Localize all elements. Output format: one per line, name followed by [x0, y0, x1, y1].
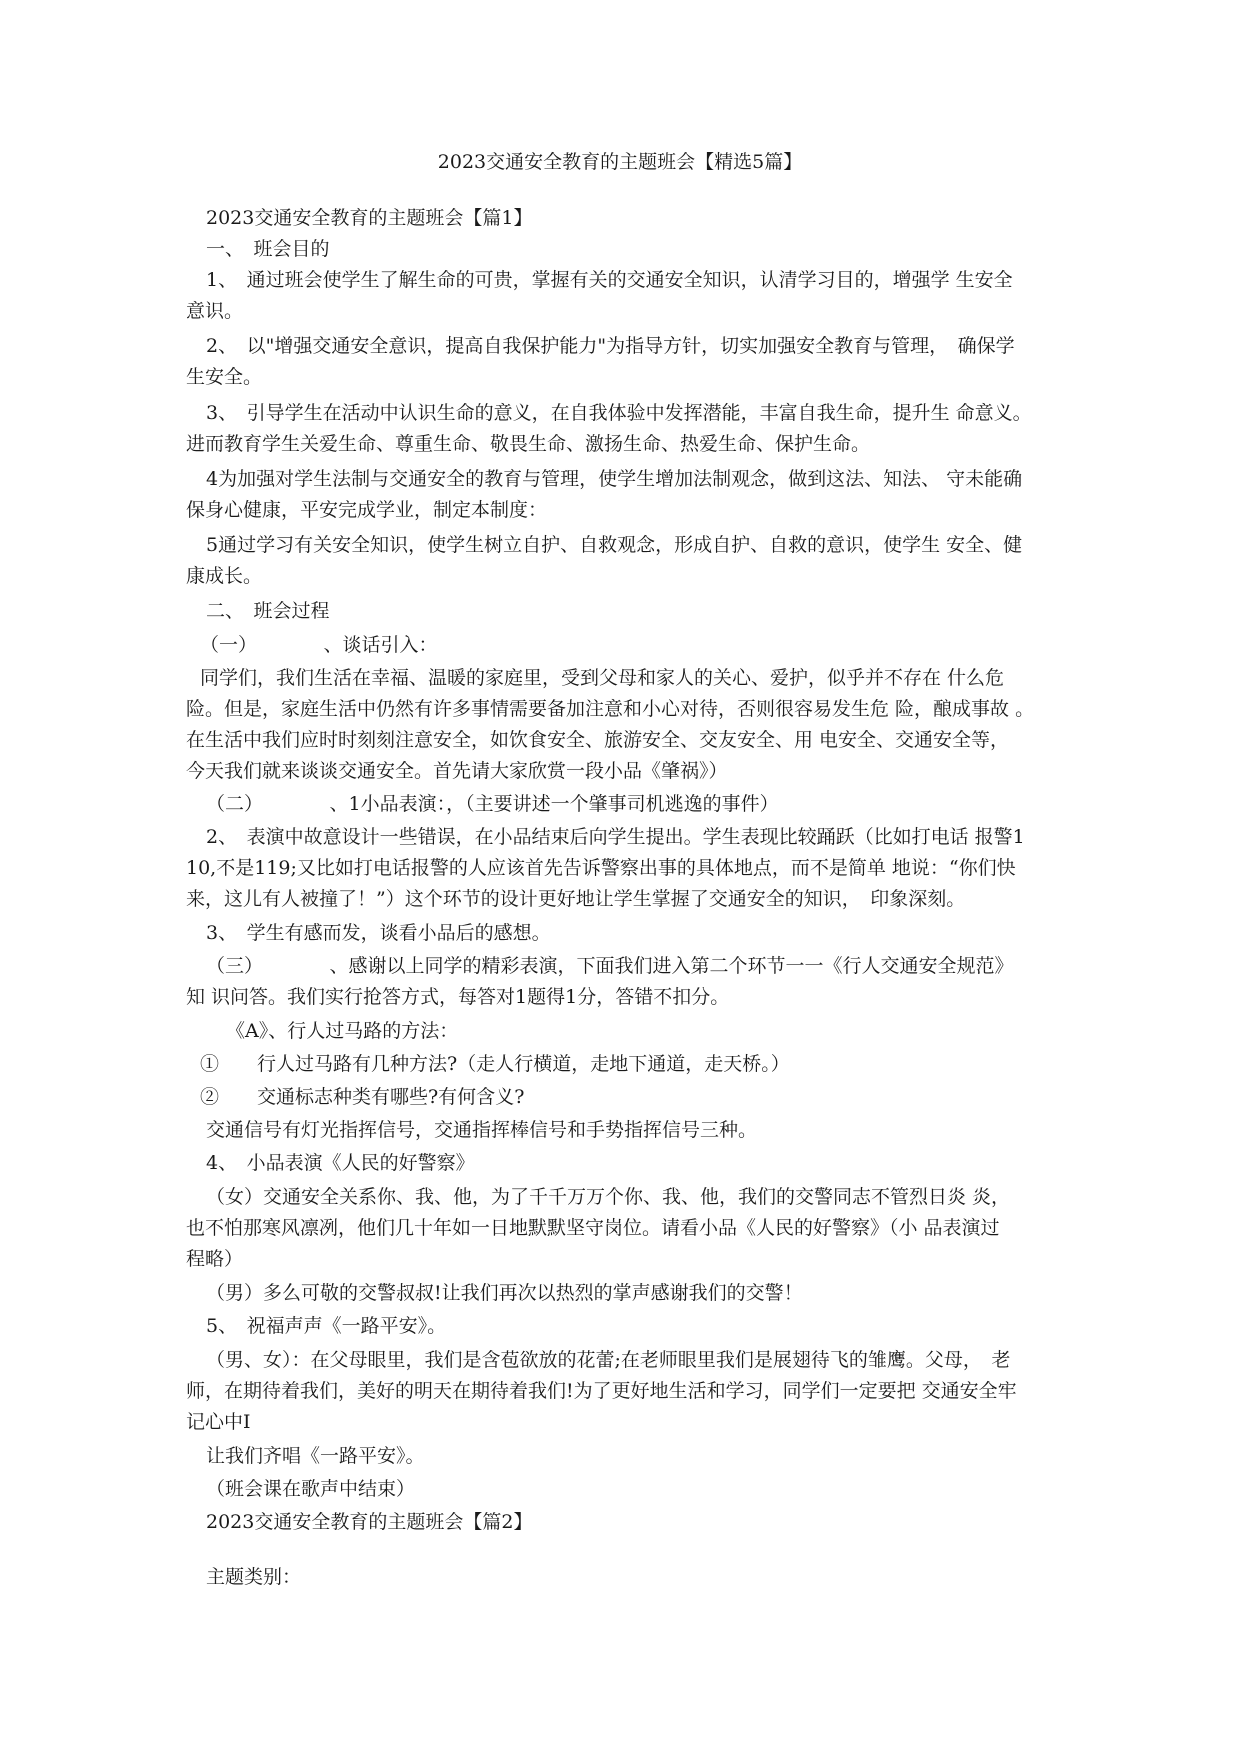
- text-line: 康成长。: [186, 565, 263, 587]
- text-line: （一） 、谈话引入：: [200, 634, 438, 656]
- text-line: 保身心健康，平安完成学业，制定本制度：: [186, 499, 548, 521]
- text-line: （班会课在歌声中结束）: [206, 1478, 416, 1500]
- text-line: 4、 小品表演《人民的好警察》: [206, 1152, 475, 1174]
- text-line: 同学们，我们生活在幸福、温暖的家庭里，受到父母和家人的关心、爱护，似乎并不存在 什么危: [200, 667, 1005, 689]
- text-line: 2、 以"增强交通安全意识，提高自我保护能力"为指导方针，切实加强安全教育与管理， 确保学: [206, 335, 1015, 357]
- text-line: 知 识问答。我们实行抢答方式，每答对1题得1分，答错不扣分。: [186, 986, 730, 1008]
- text-line: ① 行人过马路有几种方法?（走人行横道，走地下通道，走天桥。）: [200, 1053, 790, 1075]
- text-line: 2、 表演中故意设计一些错误，在小品结束后向学生提出。学生表现比较踊跃（比如打电话 报警1: [206, 826, 1025, 848]
- text-line: （男、女）：在父母眼里，我们是含苞欲放的花蕾;在老师眼里我们是展翅待飞的雏鹰。父母， 老: [206, 1349, 1011, 1371]
- text-line: 二、 班会过程: [206, 600, 330, 622]
- text-line: 也不怕那寒风凛冽，他们几十年如一日地默默坚守岗位。请看小品《人民的好警察》（小 品表演过: [186, 1217, 1000, 1239]
- text-line: 险。但是，家庭生活中仍然有许多事情需要备加注意和小心对待，否则很容易发生危 险，酿成事故 。: [186, 698, 1035, 720]
- text-line: 主题类别：: [206, 1566, 302, 1588]
- text-line: 记心中I: [186, 1411, 251, 1433]
- text-line: 交通信号有灯光指挥信号，交通指挥棒信号和手势指挥信号三种。: [206, 1119, 758, 1141]
- text-line: 师，在期待着我们，美好的明天在期待着我们!为了更好地生活和学习，同学们一定要把 交通安全牢: [186, 1380, 1017, 1402]
- text-line: 3、 引导学生在活动中认识生命的意义，在自我体验中发挥潜能，丰富自我生命，提升生 命意义。: [206, 402, 1032, 424]
- text-line: （二） 、1小品表演：，（主要讲述一个肇事司机逃逸的事件）: [206, 793, 779, 815]
- text-line: 今天我们就来谈谈交通安全。首先请大家欣赏一段小品《肇祸》）: [186, 760, 728, 782]
- text-line: 1、 通过班会使学生了解生命的可贵，掌握有关的交通安全知识，认清学习目的，增强学 生安全: [206, 269, 1013, 291]
- text-line: （男）多么可敬的交警叔叔!让我们再次以热烈的掌声感谢我们的交警！: [206, 1282, 803, 1304]
- text-line: 一、 班会目的: [206, 238, 330, 260]
- text-line: 3、 学生有感而发，谈看小品后的感想。: [206, 922, 551, 944]
- text-line: （三） 、感谢以上同学的精彩表演，下面我们进入第二个环节一一《行人交通安全规范》: [206, 955, 1014, 977]
- document-title: 2023交通安全教育的主题班会【精选5篇】: [437, 151, 803, 173]
- text-line: 5、 祝福声声《一路平安》。: [206, 1315, 447, 1337]
- section-heading-1: 2023交通安全教育的主题班会【篇1】: [206, 207, 533, 229]
- section-heading-2: 2023交通安全教育的主题班会【篇2】: [206, 1511, 533, 1533]
- text-line: 来，这儿有人被撞了！”）这个环节的设计更好地让学生掌握了交通安全的知识， 印象深刻。: [186, 888, 966, 910]
- text-line: ② 交通标志种类有哪些?有何含义?: [200, 1086, 525, 1108]
- text-line: 《A》、行人过马路的方法：: [226, 1020, 459, 1042]
- text-line: 进而教育学生关爱生命、尊重生命、敬畏生命、激扬生命、热爱生命、保护生命。: [186, 433, 871, 455]
- text-line: 4为加强对学生法制与交通安全的教育与管理，使学生增加法制观念，做到这法、知法、 守未能确: [206, 468, 1023, 490]
- text-line: （女）交通安全关系你、我、他，为了千千万万个你、我、他，我们的交警同志不管烈日炎 炎，: [206, 1186, 1011, 1208]
- text-line: 意识。: [186, 300, 244, 322]
- text-line: 程略）: [186, 1248, 244, 1270]
- text-line: 在生活中我们应时时刻刻注意安全，如饮食安全、旅游安全、交友安全、用 电安全、交通安全等，: [186, 729, 1010, 751]
- text-line: 5通过学习有关安全知识，使学生树立自护、自救观念，形成自护、自救的意识，使学生 安全、健: [206, 534, 1023, 556]
- text-line: 生安全。: [186, 366, 263, 388]
- text-line: 让我们齐唱《一路平安》。: [206, 1445, 425, 1467]
- text-line: 10,不是119;又比如打电话报警的人应该首先告诉警察出事的具体地点，而不是简单 地说：“你们快: [186, 857, 1016, 879]
